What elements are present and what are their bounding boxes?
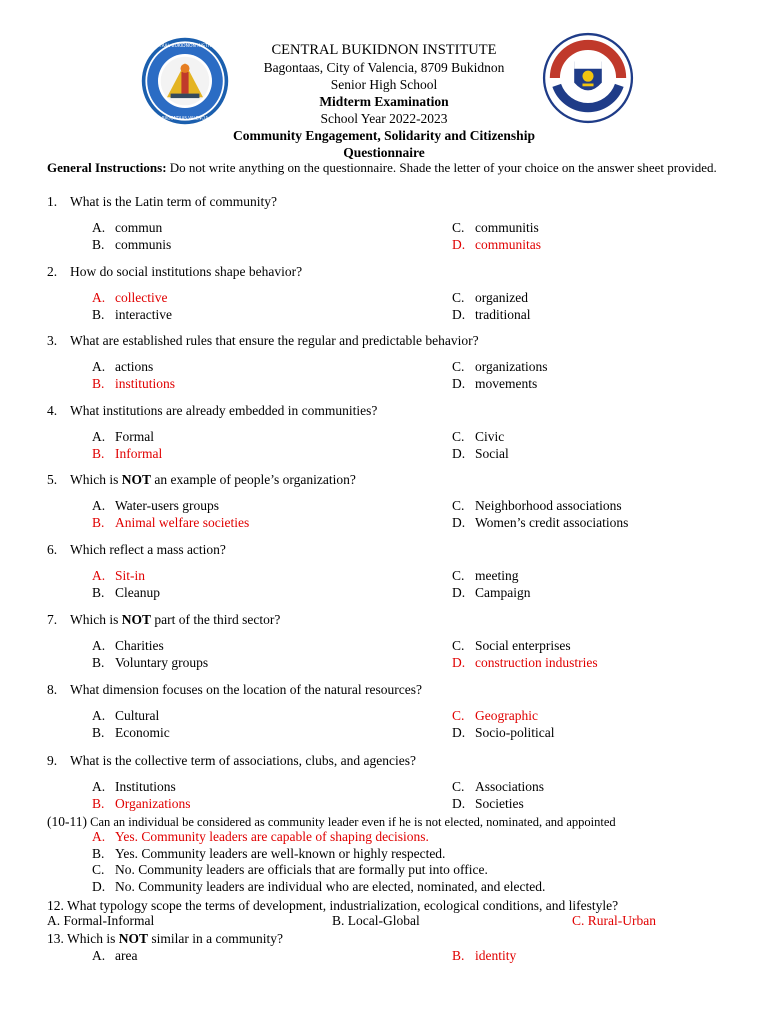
option-letter: D. xyxy=(452,585,466,600)
option-a xyxy=(92,947,137,964)
document-type: Questionnaire xyxy=(343,145,425,160)
question-text-pre: What are established rules that ensure the regular and predictable behavior? xyxy=(70,333,479,348)
option-letter: B. xyxy=(92,307,105,322)
question-text-pre: How do social institutions shape behavior? xyxy=(70,264,303,279)
option-letter: D. xyxy=(452,655,466,670)
option-text: collective xyxy=(115,290,168,305)
option-text: Neighborhood associations xyxy=(475,498,622,513)
option-text: Charities xyxy=(115,638,164,653)
option-c xyxy=(452,497,622,514)
option-c xyxy=(452,358,547,375)
option-text: movements xyxy=(475,376,538,391)
exam-title: Midterm Examination xyxy=(319,94,449,109)
option-text: Institutions xyxy=(115,779,176,794)
school-level: Senior High School xyxy=(330,77,438,92)
option-d xyxy=(452,514,628,531)
option-letter: A. xyxy=(92,638,106,653)
option-letter: D. xyxy=(452,446,466,461)
option-letter: B. xyxy=(92,845,105,861)
option-letter: D. xyxy=(92,878,106,894)
question-1 xyxy=(47,193,747,210)
option-letter: C. xyxy=(452,429,465,444)
option-letter: C. xyxy=(92,862,105,877)
option-b xyxy=(92,236,171,253)
option-text: interactive xyxy=(115,307,172,322)
option-text: organizations xyxy=(475,359,548,374)
option-text: communitis xyxy=(475,220,539,235)
option-text: Social xyxy=(475,446,509,461)
question-text-post: an example of people’s organization? xyxy=(151,472,356,487)
option-text: Animal welfare societies xyxy=(115,515,250,530)
option-a xyxy=(92,637,164,654)
option-letter: D. xyxy=(452,515,466,530)
question-number: 3. xyxy=(47,333,58,348)
option-letter: D. xyxy=(452,796,466,811)
question-text-pre: 13. Which is xyxy=(47,931,119,946)
option-b xyxy=(92,375,175,392)
option-text: actions xyxy=(115,359,154,374)
option-letter: C. xyxy=(452,290,465,305)
question-number: 4. xyxy=(47,403,58,418)
option-d xyxy=(452,375,537,392)
option-a xyxy=(92,497,219,514)
option-d xyxy=(452,445,509,462)
option-a xyxy=(92,358,153,375)
option-text: Informal xyxy=(115,446,163,461)
question-text-pre: What is the collective term of associations, clubs, and agencies? xyxy=(70,753,417,768)
option-text: Organizations xyxy=(115,796,191,811)
exam-header xyxy=(0,42,768,161)
option-c xyxy=(452,778,544,795)
option-a xyxy=(92,428,154,445)
option-d xyxy=(452,236,541,253)
option-a xyxy=(92,289,167,306)
option-a xyxy=(92,707,159,724)
svg-text:CENTRAL BUKIDNON INSTITUTE: CENTRAL BUKIDNON INSTITUTE xyxy=(149,43,221,49)
option-letter: A. xyxy=(92,568,106,583)
question-text-post: similar in a community? xyxy=(148,931,283,946)
question-text-pre: Which is xyxy=(70,472,122,487)
option-letter: A. xyxy=(92,948,106,963)
general-instructions xyxy=(47,160,747,175)
option-b xyxy=(92,795,190,812)
option-letter: B. xyxy=(452,948,465,963)
option-text: identity xyxy=(475,948,517,963)
option-text: Socio-political xyxy=(475,725,555,740)
option-text: Women’s credit associations xyxy=(475,515,629,530)
option-letter: D. xyxy=(452,237,466,252)
question-text-pre: Which reflect a mass action? xyxy=(70,542,226,557)
option-b xyxy=(92,445,162,462)
question-text-emphasis: NOT xyxy=(121,472,152,487)
option-text: Water-users groups xyxy=(115,498,219,513)
option-c xyxy=(452,637,571,654)
instructions-text: Do not write anything on the questionnaire. Shade the letter of your choice on the answer sheet provided. xyxy=(166,160,717,175)
option-d xyxy=(452,584,531,601)
option-a xyxy=(92,778,176,795)
question-3 xyxy=(47,332,747,349)
option-text: organized xyxy=(475,290,528,305)
option-b xyxy=(92,514,249,531)
option-c: C. Rural-Urban xyxy=(572,913,656,928)
option-d xyxy=(452,306,530,323)
option-text: Yes. Community leaders are capable of shaping decisions. xyxy=(115,829,429,844)
option-text: Voluntary groups xyxy=(115,655,209,670)
option-letter: A. xyxy=(92,429,106,444)
question-12: 12. What typology scope the terms of development, industrialization, ecological conditions, and lifestyle? xyxy=(47,898,619,913)
option-text: traditional xyxy=(475,307,531,322)
option-letter: B. xyxy=(92,796,105,811)
question-13 xyxy=(47,930,747,947)
option-text: Associations xyxy=(475,779,544,794)
question-text-pre: Which is xyxy=(70,612,122,627)
option-text: meeting xyxy=(475,568,519,583)
option-letter: A. xyxy=(92,708,106,723)
option-text: Campaign xyxy=(475,585,531,600)
option-letter: B. xyxy=(92,376,105,391)
option-c xyxy=(92,862,488,878)
question-6 xyxy=(47,541,747,558)
question-8 xyxy=(47,681,747,698)
option-letter: B. xyxy=(92,237,105,252)
question-text: Can an individual be considered as community leader even if he is not elected, nominated, and appointed xyxy=(87,815,616,829)
option-letter: D. xyxy=(452,725,466,740)
option-text: Cultural xyxy=(115,708,160,723)
school-year: School Year 2022-2023 xyxy=(320,111,448,126)
option-letter: B. xyxy=(92,515,105,530)
option-d xyxy=(452,724,554,741)
option-letter: C. xyxy=(452,220,465,235)
subject-title: Community Engagement, Solidarity and Citizenship xyxy=(233,128,535,143)
question-2 xyxy=(47,263,747,280)
svg-text:BAGONTAAS VALENCIA: BAGONTAAS VALENCIA xyxy=(161,115,209,121)
option-letter: C. xyxy=(452,568,465,583)
option-text: institutions xyxy=(115,376,176,391)
question-text-pre: What dimension focuses on the location of the natural resources? xyxy=(70,682,423,697)
option-text: No. Community leaders are individual who are elected, nominated, and elected. xyxy=(115,878,546,894)
option-letter: D. xyxy=(452,307,466,322)
option-a xyxy=(92,219,162,236)
question-text-emphasis: NOT xyxy=(121,612,152,627)
question-7 xyxy=(47,611,747,628)
question-4 xyxy=(47,402,747,419)
option-c xyxy=(452,707,538,724)
question-number: 7. xyxy=(47,612,58,627)
question-text-emphasis: NOT xyxy=(118,931,149,946)
question-number: 5. xyxy=(47,472,58,487)
question-number: (10-11) xyxy=(47,814,87,829)
option-d xyxy=(452,795,524,812)
school-name: CENTRAL BUKIDNON INSTITUTE xyxy=(271,42,497,58)
option-b: B. Local-Global xyxy=(332,913,420,928)
option-text: Cleanup xyxy=(115,585,160,600)
option-text: Formal xyxy=(115,429,154,444)
option-text: Geographic xyxy=(475,708,538,723)
question-text-post: part of the third sector? xyxy=(151,612,281,627)
option-c xyxy=(452,219,539,236)
option-b xyxy=(92,724,170,741)
option-letter: B. xyxy=(92,725,105,740)
option-letter: B. xyxy=(92,655,105,670)
school-address: Bagontaas, City of Valencia, 8709 Bukidnon xyxy=(263,60,505,75)
option-letter: B. xyxy=(92,446,105,461)
option-c xyxy=(452,289,528,306)
option-letter: A. xyxy=(92,829,106,844)
option-c xyxy=(452,428,504,445)
option-a xyxy=(92,567,145,584)
option-text: Civic xyxy=(475,429,505,444)
option-text: No. Community leaders are officials that are formally put into office. xyxy=(115,862,488,877)
option-letter: C. xyxy=(452,638,465,653)
option-text: construction industries xyxy=(475,655,598,670)
option-letter: A. xyxy=(92,779,106,794)
option-text: communitas xyxy=(475,237,541,252)
option-letter: C. xyxy=(452,779,465,794)
option-a xyxy=(92,829,429,845)
option-letter: B. xyxy=(92,585,105,600)
option-d xyxy=(92,879,545,895)
option-text: communis xyxy=(115,237,172,252)
question-text-pre: What is the Latin term of community? xyxy=(70,194,277,209)
question-number: 6. xyxy=(47,542,58,557)
option-letter: D. xyxy=(452,376,466,391)
question-number: 9. xyxy=(47,753,58,768)
option-text: Yes. Community leaders are well-known or highly respected. xyxy=(115,845,446,861)
option-b xyxy=(92,306,172,323)
option-letter: A. xyxy=(92,359,106,374)
option-b xyxy=(92,654,208,671)
question-text-pre: What institutions are already embedded in communities? xyxy=(70,403,378,418)
option-letter: C. xyxy=(452,708,465,723)
option-text: Economic xyxy=(115,725,170,740)
option-text: commun xyxy=(115,220,163,235)
option-text: area xyxy=(115,948,138,963)
option-text: Social enterprises xyxy=(475,638,571,653)
option-text: Sit-in xyxy=(115,568,146,583)
option-b xyxy=(452,947,516,964)
option-text: Societies xyxy=(475,796,524,811)
option-b xyxy=(92,846,445,862)
question-number: 1. xyxy=(47,194,58,209)
option-letter: C. xyxy=(452,498,465,513)
option-letter: A. xyxy=(92,290,106,305)
question-number: 2. xyxy=(47,264,58,279)
option-letter: C. xyxy=(452,359,465,374)
option-letter: A. xyxy=(92,220,106,235)
question-9 xyxy=(47,752,747,769)
question-number: 8. xyxy=(47,682,58,697)
option-letter: A. xyxy=(92,498,106,513)
question-5 xyxy=(47,471,747,488)
option-c xyxy=(452,567,519,584)
option-d xyxy=(452,654,598,671)
instructions-label: General Instructions: xyxy=(47,160,167,175)
option-b xyxy=(92,584,160,601)
option-a: A. Formal-Informal xyxy=(47,913,155,928)
